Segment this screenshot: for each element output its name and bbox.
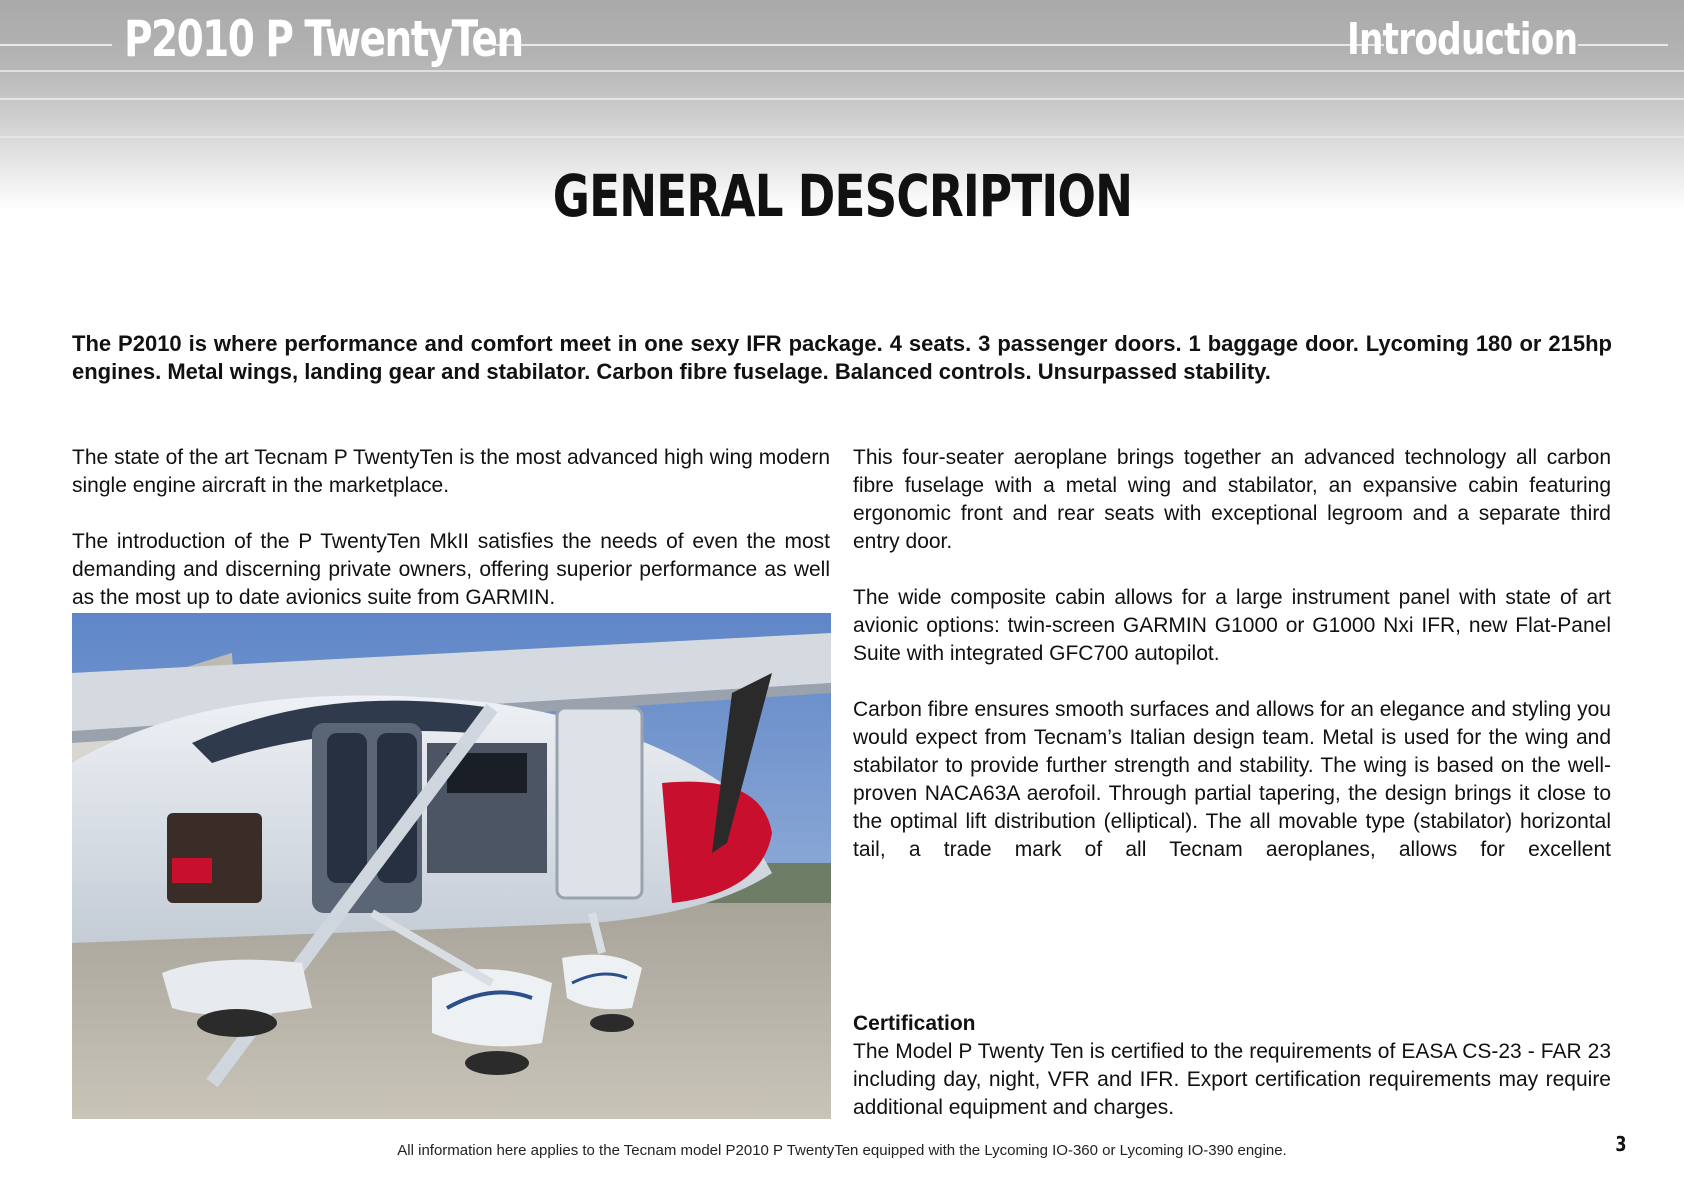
header-rule-3	[0, 98, 1684, 100]
left-paragraph-1: The state of the art Tecnam P TwentyTen is the most advanced high wing modern single engine aircraft in the marketplace.	[72, 446, 830, 497]
header-rule-middle	[492, 44, 1384, 46]
right-paragraph-2: The wide composite cabin allows for a large instrument panel with state of art avionic options: twin-screen GARMIN G1000 or G1000 Nxi IFR, new Flat-Panel Suite with integrated GFC700 autopilot.	[853, 586, 1611, 665]
aircraft-photo	[72, 613, 831, 1119]
certification-section	[853, 1010, 1611, 1122]
header-rule-right	[1578, 44, 1668, 46]
page-heading-text: GENERAL DESCRIPTION	[552, 162, 1132, 230]
left-column	[72, 444, 830, 612]
footer-note: All information here applies to the Tecnam model P2010 P TwentyTen equipped with the Lycoming IO-360 or Lycoming IO-390 engine.	[397, 1142, 1287, 1159]
page-number: 3	[1615, 1132, 1627, 1156]
section-label: Introduction	[1346, 14, 1577, 65]
right-column	[853, 444, 1611, 892]
intro-paragraph: The P2010 is where performance and comfort meet in one sexy IFR package. 4 seats. 3 passenger doors. 1 baggage door. Lycoming 180 or 215hp engines. Metal wings, landing gear and stabilator. Carbon fibre fuselage. Balanced controls. Unsurpassed stability.	[72, 331, 1612, 384]
right-paragraph-3: Carbon fibre ensures smooth surfaces and allows for an elegance and styling you would expect from Tecnam’s Italian design team. Metal is used for the wing and stabilator to provide further strength and stability. The wing is based on the well-proven NACA63A aerofoil. Through partial tapering, the design brings it close to the optimal lift distribution (elliptical). The all movable type (stabilator) horizontal tail, a trade mark of all Tecnam aeroplanes, allows for excellent	[853, 698, 1611, 861]
header-rule-4	[0, 136, 1684, 138]
certification-heading: Certification	[853, 1012, 976, 1035]
right-paragraph-1: This four-seater aeroplane brings together an advanced technology all carbon fibre fuselage with a metal wing and stabilator, an expansive cabin featuring ergonomic front and rear seats with exceptional legroom and a separate third entry door.	[853, 446, 1611, 553]
page-heading	[0, 162, 1684, 230]
left-paragraph-2: The introduction of the P TwentyTen MkII satisfies the needs of even the most demanding and discerning private owners, offering superior performance as well as the most up to date avionics suite from GARMIN.	[72, 530, 830, 609]
header-rule-left	[0, 44, 112, 46]
certification-body: The Model P Twenty Ten is certified to the requirements of EASA CS-23 - FAR 23 including day, night, VFR and IFR. Export certification requirements may require additional equipment and charges.	[853, 1040, 1611, 1119]
document-title: P2010 P TwentyTen	[124, 10, 523, 68]
header-rule-2	[0, 70, 1684, 72]
